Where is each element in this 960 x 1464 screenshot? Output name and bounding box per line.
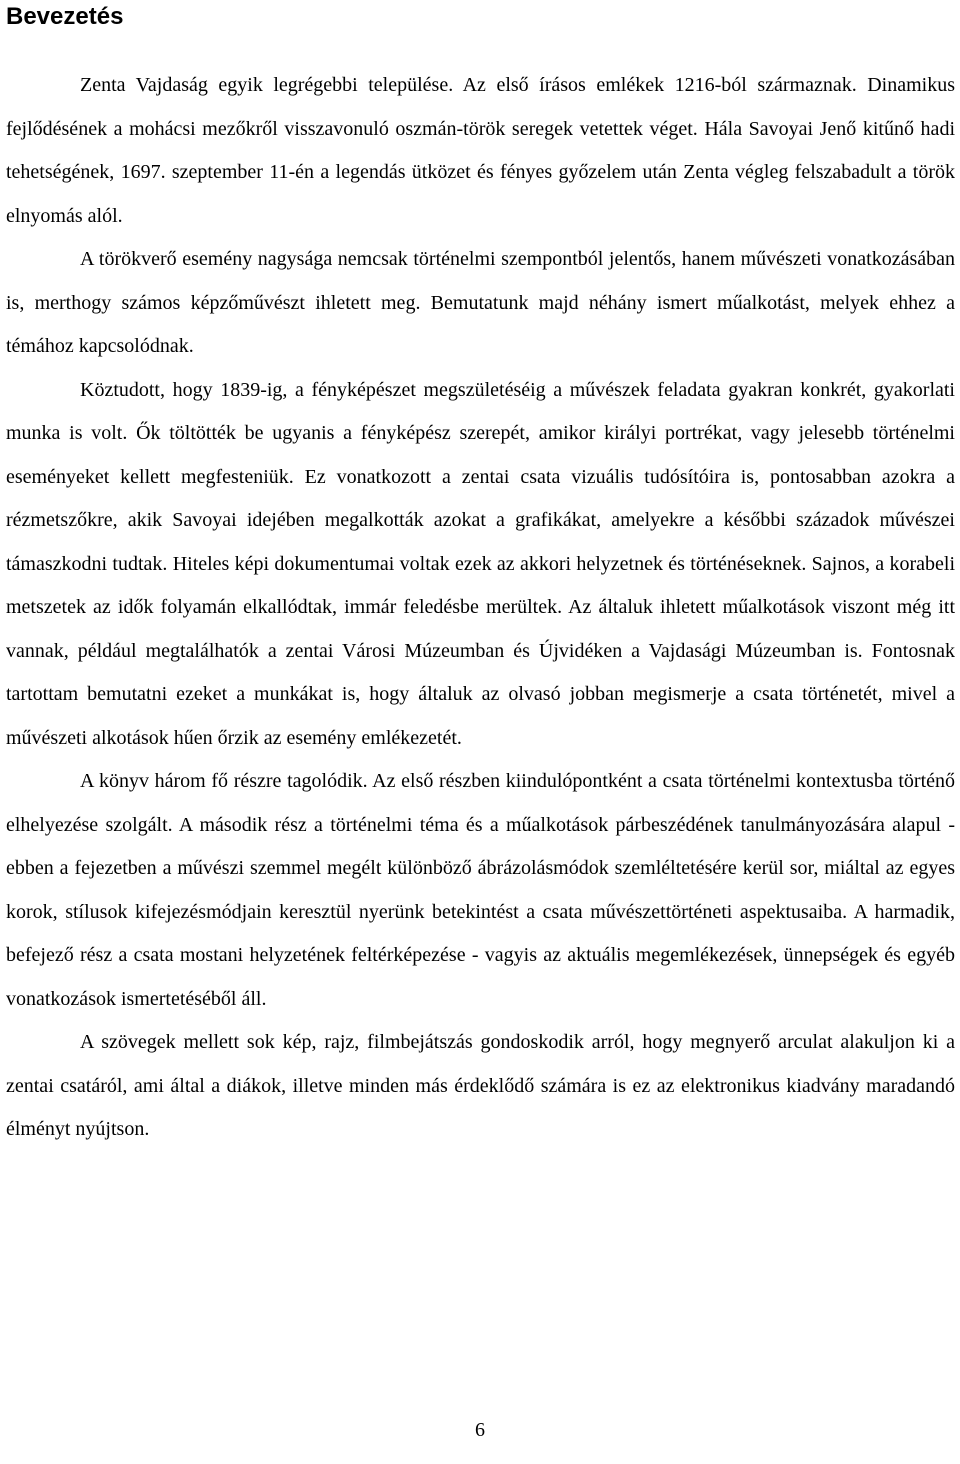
- body-text: [6, 64, 955, 1152]
- paragraph: A könyv három fő részre tagolódik. Az első részben kiindulópontként a csata történelmi kontextusba történő elhelyezése szolgált. A második rész a történelmi téma és a műalkotások párbeszédének tanulmányozására alapul - ebben a fejezetben a művészi szemmel megélt különböző ábrázolásmódok szemléltetésére kerül sor, miáltal az egyes korok, stílusok kifejezésmódjain keresztül nyerünk betekintést a csata művészettörténeti aspektusaiba. A harmadik, befejező rész a csata mostani helyzetének feltérképezése - vagyis az aktuális megemlékezések, ünnepségek és egyéb vonatkozások ismertetéséből áll.: [6, 770, 955, 1010]
- section-heading: Bevezetés: [6, 3, 124, 30]
- paragraph: Zenta Vajdaság egyik legrégebbi települése. Az első írásos emlékek 1216-ból származnak. Dinamikus fejlődésének a mohácsi mezőkről visszavonuló oszmán-török seregek vetettek véget. Hála Savoyai Jenő kitűnő hadi tehetségének, 1697. szeptember 11-én a legendás ütközet és fényes győzelem után Zenta végleg felszabadult a török elnyomás alól.: [6, 74, 955, 227]
- paragraph: A törökverő esemény nagysága nemcsak történelmi szempontból jelentős, hanem művészeti vonatkozásában is, merthogy számos képzőművészt ihletett meg. Bemutatunk majd néhány ismert műalkotást, melyek ehhez a témához kapcsolódnak.: [6, 248, 955, 357]
- paragraph: A szövegek mellett sok kép, rajz, filmbejátszás gondoskodik arról, hogy megnyerő arculat alakuljon ki a zentai csatáról, ami által a diákok, illetve minden más érdeklődő számára is ez az elektronikus kiadvány maradandó élményt nyújtson.: [6, 1031, 955, 1140]
- paragraph: Köztudott, hogy 1839-ig, a fényképészet megszületéséig a művészek feladata gyakran konkrét, gyakorlati munka is volt. Ők töltötték be ugyanis a fényképész szerepét, amikor királyi portrékat, vagy jelesebb történelmi eseményeket kellett megfesteniük. Ez vonatkozott a zentai csata vizuális tudósítóira is, pontosabban azokra a rézmetszőkre, akik Savoyai idejében megalkották azokat a grafikákat, amelyekre a későbbi századok művészei támaszkodni tudtak. Hiteles képi dokumentumai voltak ezek az akkori helyzetnek és történéseknek. Sajnos, a korabeli metszetek az idők folyamán elkallódtak, immár feledésbe merültek. Az általuk ihletett műalkotások viszont még itt vannak, például megtalálhatók a zentai Városi Múzeumban és Újvidéken a Vajdasági Múzeumban is. Fontosnak tartottam bemutatni ezeket a munkákat is, hogy általuk az olvasó jobban megismerje a csata történetét, mivel a művészeti alkotások hűen őrzik az esemény emlékezetét.: [6, 378, 955, 749]
- page-number: 6: [475, 1419, 485, 1441]
